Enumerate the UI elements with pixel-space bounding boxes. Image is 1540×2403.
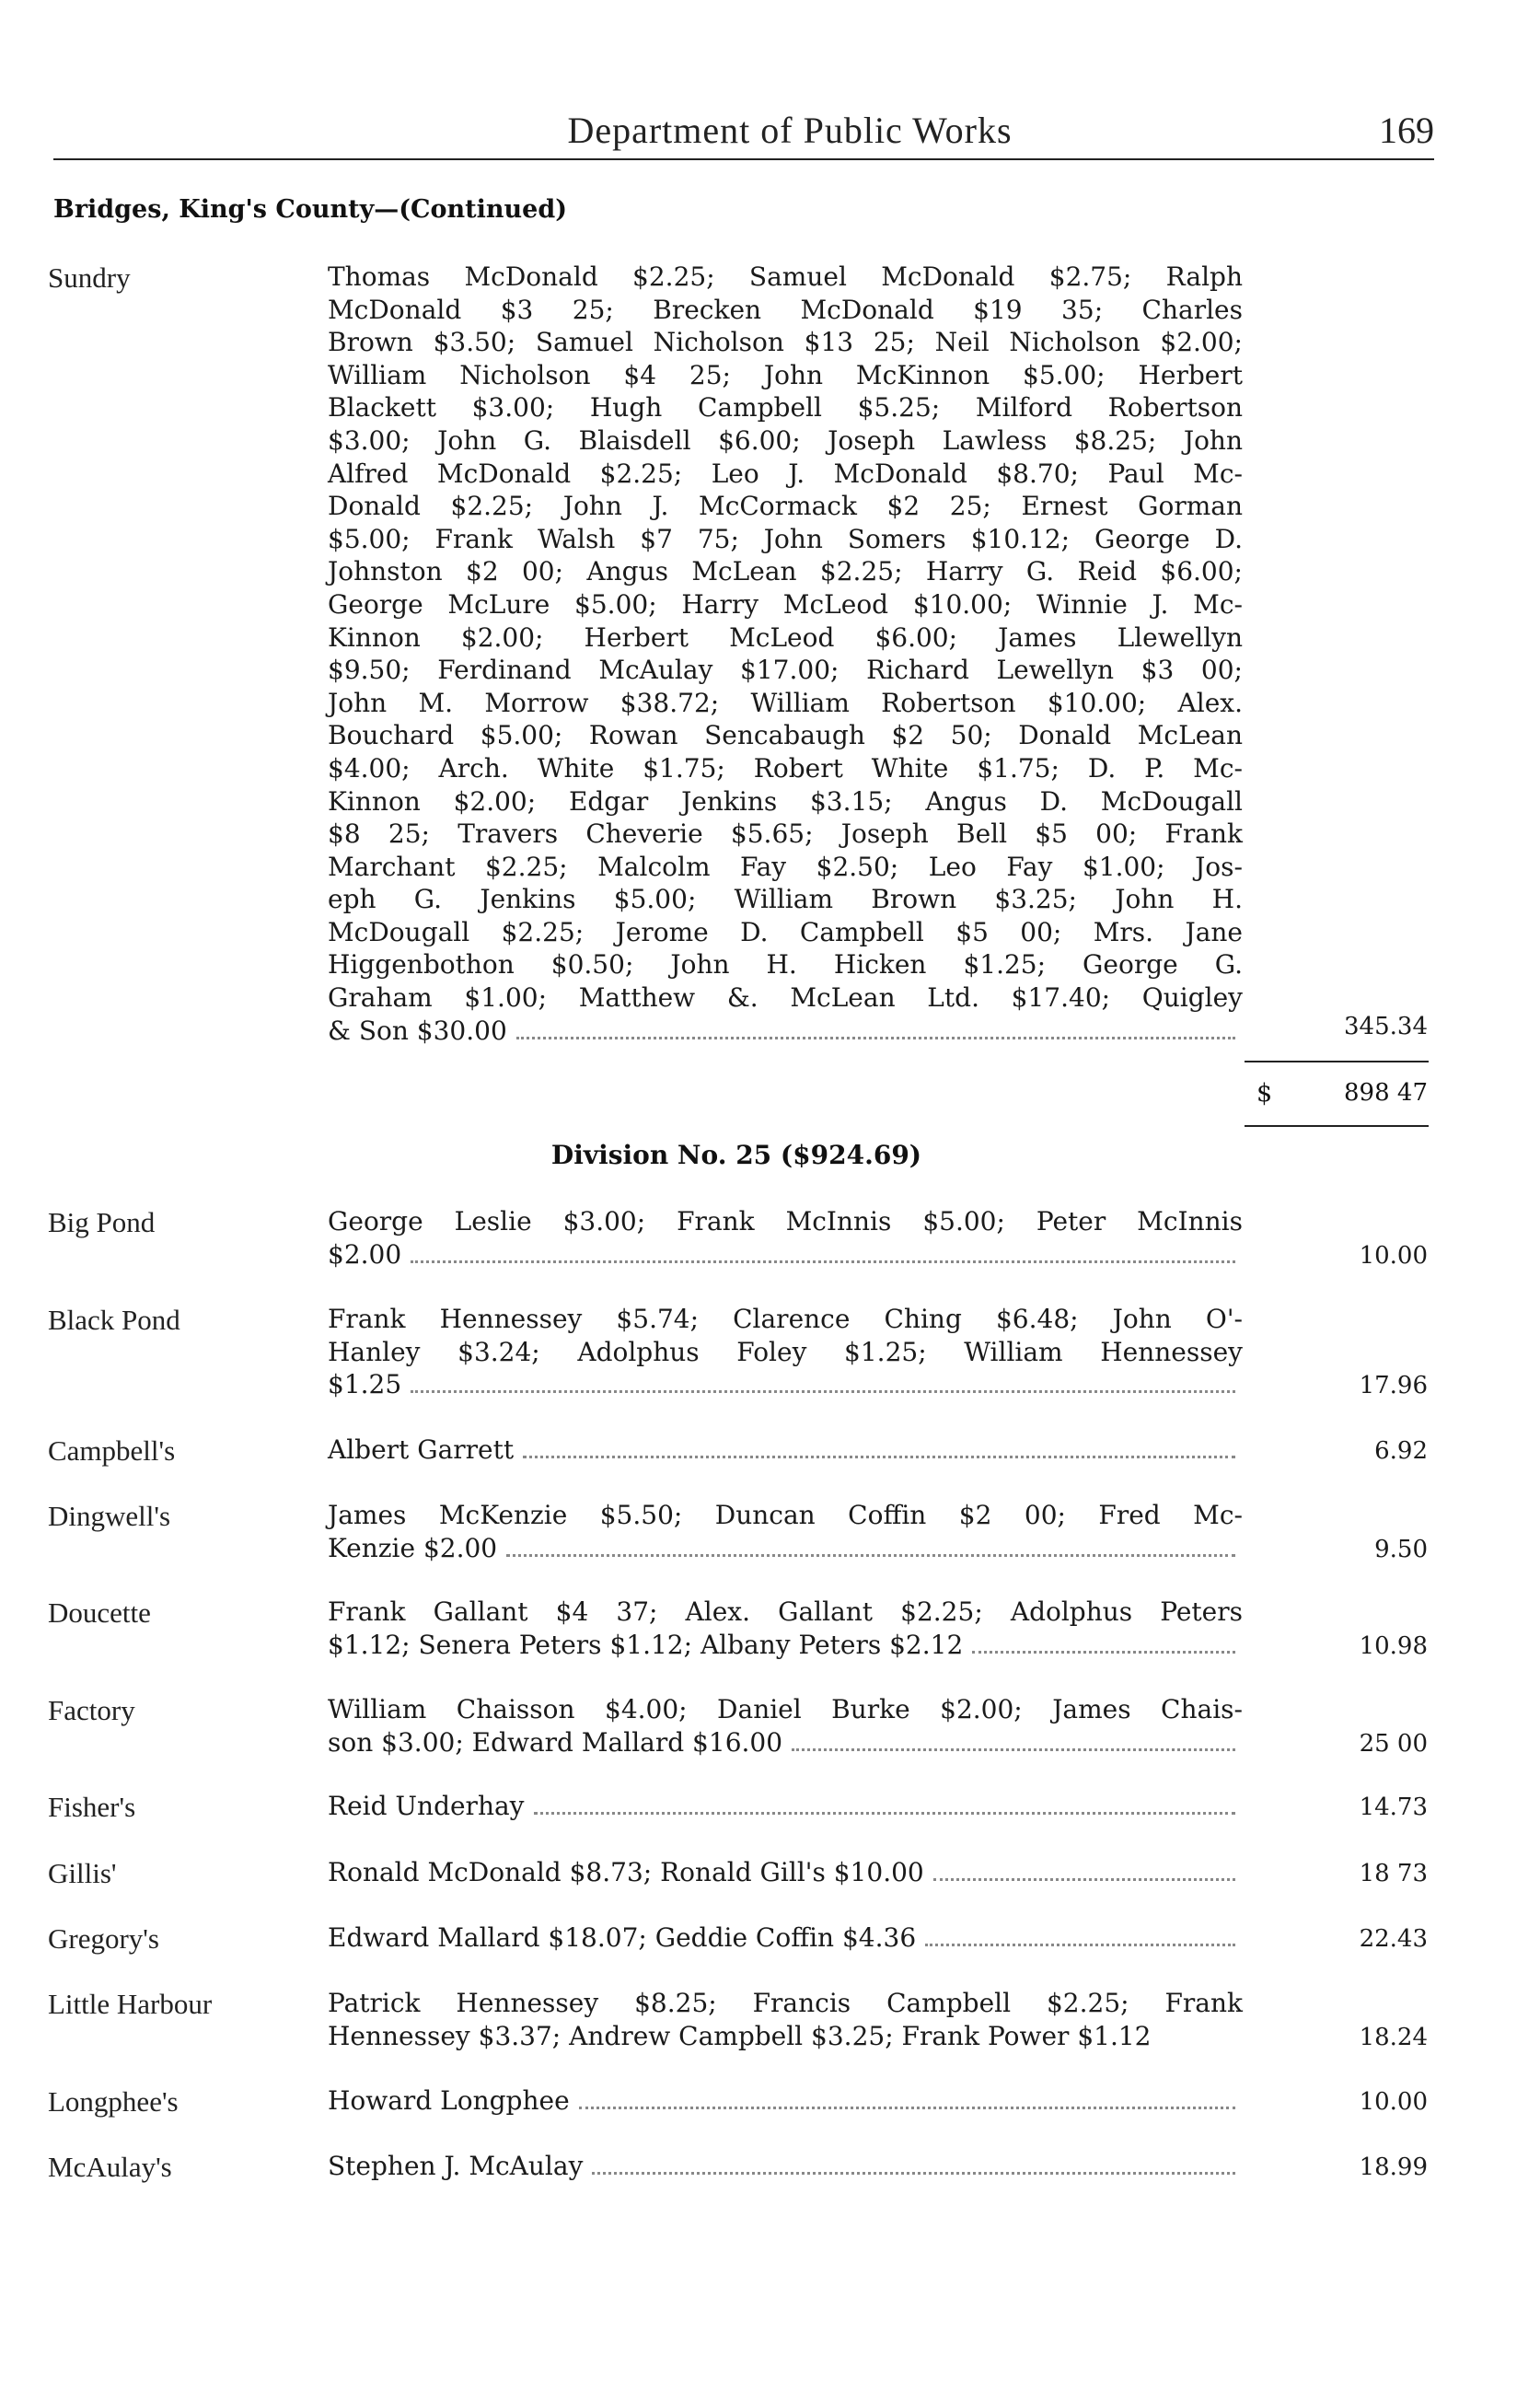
entry-label: Gregory's [48,1922,159,1955]
entry-body [328,2150,1243,2183]
body-last-line-text: Albert Garrett [328,1434,515,1465]
body-line: James McKenzie $5.50; Duncan Coffin $2 00; Fred Mc- [328,1500,1243,1530]
body-line: Donald $2.25; John J. McCormack $2 25; Ernest Gorman [328,491,1243,522]
body-line: Marchant $2.25; Malcolm Fay $2.50; Leo Fay $1.00; Jos- [328,851,1243,882]
entry-label: Doucette [48,1596,151,1629]
body-line: $5.00; Frank Walsh $7 75; John Somers $10.12; George D. [328,523,1243,554]
body-line: Kinnon $2.00; Herbert McLeod $6.00; James Llewellyn [328,621,1243,653]
body-last-line-text: $1.12; Senera Peters $1.12; Albany Peters $2.12 [328,1629,964,1660]
entry-amount: 10.00 [1359,2088,1428,2116]
section-heading: Bridges, King's County—(Continued) [53,195,567,224]
entry-body [328,1303,1243,1401]
body-last-line-text: Kenzie $2.00 [328,1532,498,1563]
body-last-line [328,1790,1243,1823]
subtotal-rule [1245,1061,1429,1062]
dot-leader [411,1260,1235,1263]
dot-leader [523,1456,1235,1458]
dot-leader [972,1651,1235,1654]
body-line: McDougall $2.25; Jerome D. Campbell $5 00; Mrs. Jane [328,916,1243,947]
entry-body [328,1790,1243,1823]
entry-amount: 10.98 [1359,1631,1428,1660]
entry-label: Gillis' [48,1857,117,1889]
body-line: $3.00; John G. Blaisdell $6.00; Joseph Lawless $8.25; John [328,424,1243,456]
dot-leader [592,2172,1235,2175]
dot-leader [411,1390,1235,1393]
total-dollar-sign: $ [1256,1079,1273,1108]
header-title: Department of Public Works [567,110,1013,151]
entry-amount: 6.92 [1374,1437,1428,1465]
body-line: Frank Hennessey $5.74; Clarence Ching $6.48; John O'- [328,1304,1243,1334]
body-line: Hanley $3.24; Adolphus Foley $1.25; William Hennessey [328,1336,1243,1367]
entry-amount: 18 73 [1359,1860,1428,1887]
body-last-line [328,2084,1243,2118]
body-line: Johnston $2 00; Angus McLean $2.25; Harry G. Reid $6.00; [328,556,1243,587]
body-last-line-text: Ronald McDonald $8.73; Ronald Gill's $10.00 [328,1857,924,1887]
total-value: 898 47 [1344,1079,1428,1107]
body-line: Brown $3.50; Samuel Nicholson $13 25; Neil Nicholson $2.00; [328,327,1243,358]
dot-leader [534,1812,1236,1815]
body-last-line [328,1726,1243,1759]
body-last-line [328,2020,1243,2053]
entry-label: Longphee's [48,2085,179,2118]
body-last-line-text: Edward Mallard $18.07; Geddie Coffin $4.36 [328,1922,917,1953]
entry-label: Fisher's [48,1791,136,1823]
body-line: $8 25; Travers Cheverie $5.65; Joseph Bell $5 00; Frank [328,818,1243,850]
entry-body [328,1987,1243,2052]
division-heading: Division No. 25 ($924.69) [550,1140,922,1170]
body-last-line [328,1434,1243,1467]
body-line: George McLure $5.00; Harry McLeod $10.00; Winnie J. Mc- [328,588,1243,620]
entry-body [328,1856,1243,1889]
entry-body [328,1693,1243,1759]
entry-body [328,1205,1243,1271]
entry-body [328,2084,1243,2118]
entry-amount: 18.99 [1359,2153,1428,2181]
entry-label: Campbell's [48,1434,176,1467]
body-line: William Nicholson $4 25; John McKinnon $5.00; Herbert [328,359,1243,390]
body-last-line [328,1238,1243,1271]
body-line: Frank Gallant $4 37; Alex. Gallant $2.25; Adolphus Peters [328,1596,1243,1627]
body-line: William Chaisson $4.00; Daniel Burke $2.00; James Chais- [328,1694,1243,1724]
page-number: 169 [1379,110,1434,151]
body-last-line-text: $1.25 [328,1369,402,1400]
body-last-line-text: Hennessey $3.37; Andrew Campbell $3.25; Frank Power $1.12 [328,2020,1152,2051]
page-header [53,99,1434,164]
body-last-line-text: & Son $30.00 [328,1015,507,1046]
body-last-line [328,2150,1243,2183]
body-line: Blackett $3.00; Hugh Campbell $5.25; Milford Robertson [328,392,1243,424]
body-line: Graham $1.00; Matthew &. McLean Ltd. $17.40; Quigley [328,982,1243,1014]
total-rule [1245,1125,1429,1127]
entry-label: Dingwell's [48,1500,171,1532]
dot-leader [506,1554,1235,1557]
entry-amount: 22.43 [1359,1925,1428,1953]
entry-label-sundry: Sundry [48,261,131,294]
entry-label: Little Harbour [48,1988,213,2020]
dot-leader [925,1944,1235,1946]
entry-label: McAulay's [48,2151,172,2183]
body-line: Bouchard $5.00; Rowan Sencabaugh $2 50; Donald McLean [328,720,1243,751]
body-last-line-text: Stephen J. McAulay [328,2151,584,2181]
entry-amount: 9.50 [1374,1535,1428,1563]
header-rule [53,158,1434,160]
body-line: eph G. Jenkins $5.00; William Brown $3.25; John H. [328,884,1243,915]
entry-label: Big Pond [48,1206,156,1238]
body-line: Kinnon $2.00; Edgar Jenkins $3.15; Angus D. McDougall [328,785,1243,817]
body-line: Thomas McDonald $2.25; Samuel McDonald $2.75; Ralph [328,261,1243,292]
entry-amount: 14.73 [1359,1794,1428,1821]
body-line: John M. Morrow $38.72; William Robertson $10.00; Alex. [328,687,1243,718]
entry-body [328,1434,1243,1467]
entry-body-sundry [328,261,1243,1047]
body-line: Higgenbothon $0.50; John H. Hicken $1.25; George G. [328,949,1243,981]
amount-sundry: 345.34 [1344,1013,1428,1040]
entry-body [328,1596,1243,1661]
body-line: George Leslie $3.00; Frank McInnis $5.00; Peter McInnis [328,1206,1243,1236]
body-last-line [328,1629,1243,1662]
entry-amount: 10.00 [1359,1241,1428,1270]
body-line: $4.00; Arch. White $1.75; Robert White $1.75; D. P. Mc- [328,752,1243,784]
body-last-line [328,1921,1243,1955]
body-last-line [328,1368,1243,1401]
body-last-line-text: Reid Underhay [328,1791,525,1821]
body-last-line-text: $2.00 [328,1238,402,1270]
entry-amount: 18.24 [1359,2023,1428,2051]
dot-leader [579,2107,1235,2109]
body-line: $9.50; Ferdinand McAulay $17.00; Richard Lewellyn $3 00; [328,655,1243,686]
entry-body [328,1499,1243,1564]
entry-amount: 25 00 [1359,1729,1428,1758]
body-line: McDonald $3 25; Brecken McDonald $19 35; Charles [328,294,1243,325]
entry-body [328,1921,1243,1955]
dot-leader [792,1748,1235,1751]
entry-label: Factory [48,1694,135,1726]
entry-amount: 17.96 [1359,1372,1428,1400]
dot-leader [933,1878,1235,1881]
body-line: Patrick Hennessey $8.25; Francis Campbell $2.25; Frank [328,1988,1243,2018]
body-last-line [328,1015,1243,1048]
body-line: Alfred McDonald $2.25; Leo J. McDonald $8.70; Paul Mc- [328,458,1243,489]
body-last-line-text: son $3.00; Edward Mallard $16.00 [328,1726,783,1758]
entry-label: Black Pond [48,1304,180,1336]
body-last-line [328,1532,1243,1565]
body-last-line-text: Howard Longphee [328,2085,570,2116]
body-last-line [328,1856,1243,1889]
dot-leader [516,1037,1235,1039]
